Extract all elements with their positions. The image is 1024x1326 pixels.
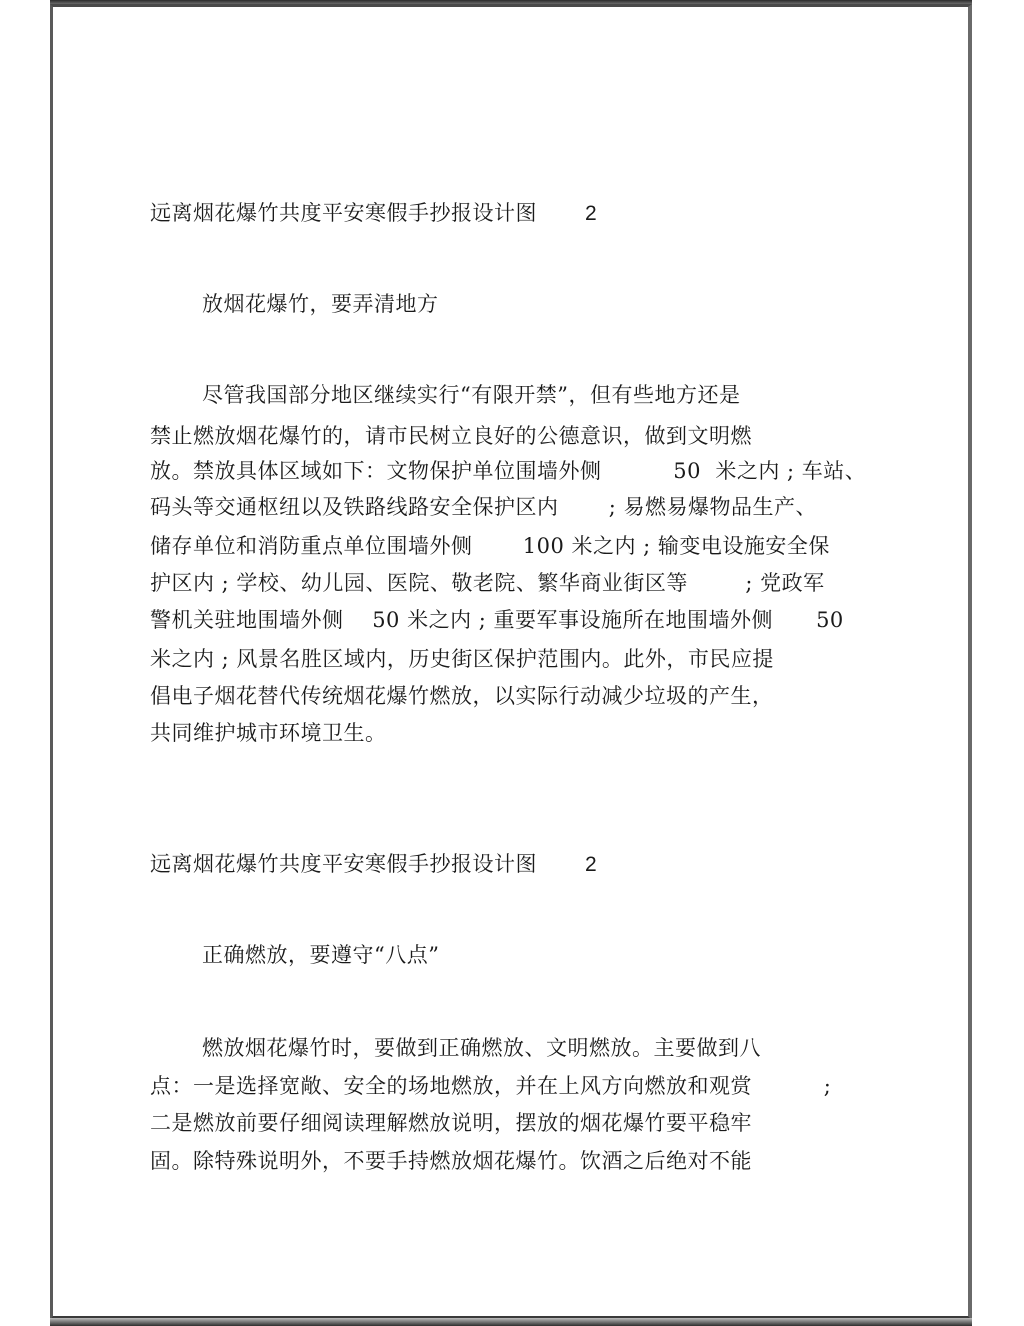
paragraph-line: 禁止燃放烟花爆竹的，请市民树立良好的公德意识，做到文明燃: [150, 424, 752, 448]
paragraph-line: 共同维护城市环境卫生。: [150, 721, 387, 745]
paragraph-line: 倡电子烟花替代传统烟花爆竹燃放，以实际行动减少垃圾的产生，: [150, 684, 774, 708]
paragraph-line: 警机关驻地围墙外侧 50 米之内 ; 重要军事设施所在地围墙外侧 50: [150, 608, 844, 632]
paragraph-line: 二是燃放前要仔细阅读理解燃放说明，摆放的烟花爆竹要平稳牢: [150, 1111, 752, 1135]
paragraph-line: 尽管我国部分地区继续实行“有限开禁”，但有些地方还是: [202, 383, 741, 407]
paragraph-line: 燃放烟花爆竹时，要做到正确燃放、文明燃放。主要做到八: [202, 1036, 761, 1060]
paragraph-line: 放。禁放具体区域如下：文物保护单位围墙外侧 50 米之内 ; 车站、: [150, 459, 867, 483]
paragraph-line: 码头等交通枢纽以及铁路线路安全保护区内 ; 易燃易爆物品生产、: [150, 495, 817, 519]
paragraph-line: 储存单位和消防重点单位围墙外侧 100 米之内 ; 输变电设施安全保: [150, 534, 830, 558]
page-bottom-shadow: [50, 1318, 972, 1326]
section-subtitle: 放烟花爆竹，要弄清地方: [202, 292, 439, 316]
paragraph-line: 点：一是选择宽敞、安全的场地燃放，并在上风方向燃放和观赏 ;: [150, 1074, 832, 1098]
section-subtitle: 正确燃放，要遵守“八点”: [202, 943, 440, 967]
paragraph-line: 米之内 ; 风景名胜区域内，历史街区保护范围内。此外，市民应提: [150, 647, 774, 671]
section-heading: 远离烟花爆竹共度平安寒假手抄报设计图 2: [150, 201, 598, 225]
section-heading: 远离烟花爆竹共度平安寒假手抄报设计图 2: [150, 852, 598, 876]
paragraph-line: 固。除特殊说明外，不要手持燃放烟花爆竹。饮酒之后绝对不能: [150, 1149, 752, 1173]
paragraph-line: 护区内 ; 学校、幼儿园、医院、敬老院、繁华商业街区等 ; 党政军: [150, 571, 825, 595]
